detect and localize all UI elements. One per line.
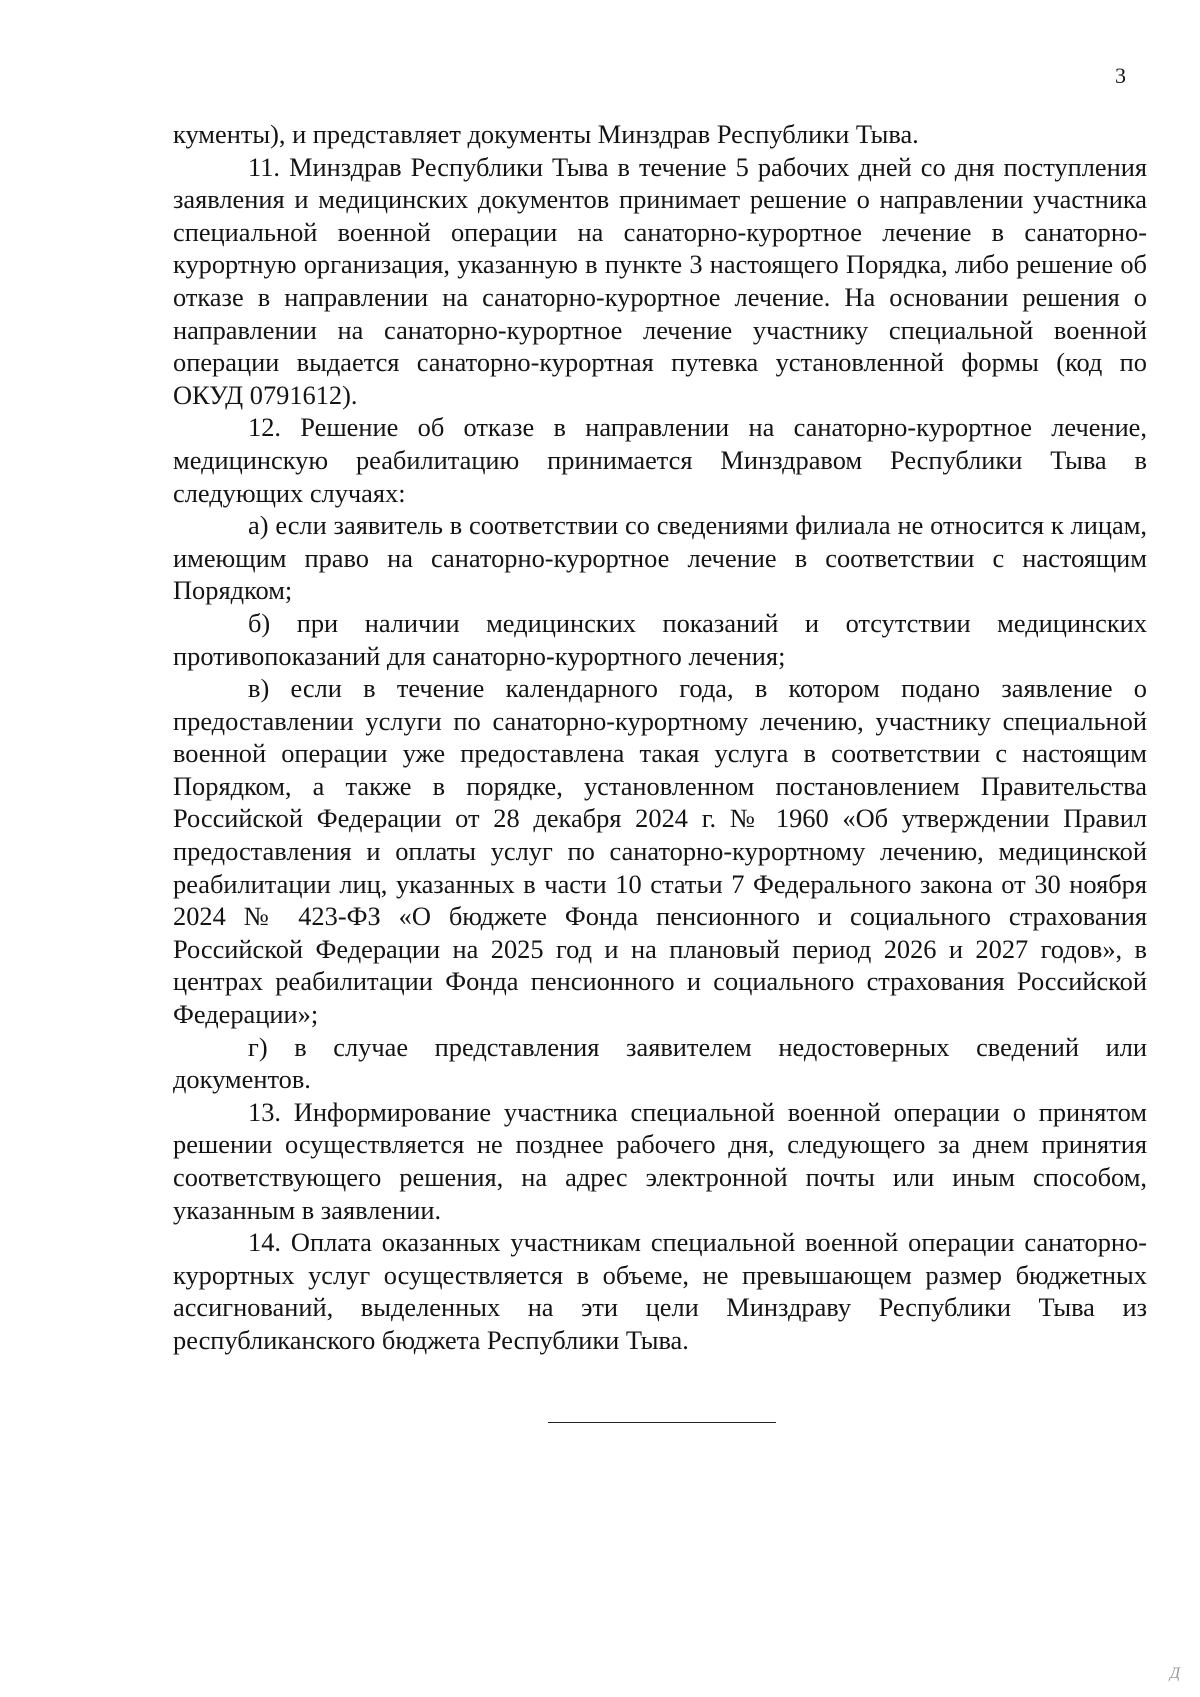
paragraph-continuation: кументы), и представляет документы Минздрав Республики Тыва.	[173, 119, 919, 149]
paragraph-12: 12. Решение об отказе в направлении на санаторно-курортное лечение, медицинскую реабилитацию принимается Минздравом Республики Тыва в следующих случаях:	[173, 412, 1147, 508]
page-number: 3	[1115, 63, 1126, 88]
paragraph-12-b: б) при наличии медицинских показаний и отсутствии медицинских противопоказаний для санаторно-курортного лечения;	[173, 607, 1147, 671]
paragraph-12-g: г) в случае представления заявителем недостоверных сведений или документов.	[173, 1031, 1147, 1095]
corner-mark: Д	[1169, 1665, 1180, 1682]
paragraph-13: 13. Информирование участника специальной военной операции о принятом решении осуществляется не позднее рабочего дня, следующего за днем принятия соответствующего решения, на адрес электронной почты или иным способом, указанным в заявлении.	[173, 1096, 1147, 1225]
end-separator-line	[548, 1422, 776, 1423]
paragraph-12-v: в) если в течение календарного года, в котором подано заявление о предоставлении услуги по санаторно-курортному лечению, участнику специальной военной операции уже предоставлена такая услуга в соответствии с настоящим Порядком, а также в порядке, установленном постановлением Правительства Российской Федерации от 28 декабря 2024 г. № 1960 «Об утверждении Правил предоставления и оплаты услуг по санаторно-курортному лечению, медицинской реабилитации лиц, указанных в части 10 статьи 7 Федерального закона от 30 ноября 2024 № 423-ФЗ «О бюджете Фонда пенсионного и социального страхования Российской Федерации на 2025 год и на плановый период 2026 и 2027 годов», в центрах реабилитации Фонда пенсионного и социального страхования Российской Федерации»;	[173, 673, 1147, 1030]
paragraph-14: 14. Оплата оказанных участникам специальной военной операции санаторно-курортных услуг осуществляется в объеме, не превышающем размер бюджетных ассигнований, выделенных на эти цели Минздраву Республики Тыва из республиканского бюджета Республики Тыва.	[173, 1227, 1147, 1355]
document-body	[173, 118, 1147, 1357]
paragraph-12-a: а) если заявитель в соответствии со сведениями филиала не относится к лицам, имеющим право на санаторно-курортное лечение в соответствии с настоящим Порядком;	[173, 510, 1147, 606]
paragraph-11: 11. Минздрав Республики Тыва в течение 5 рабочих дней со дня поступления заявления и медицинских документов принимает решение о направлении участника специальной военной операции на санаторно-курортное лечение в санаторно-курортную организация, указанную в пункте 3 настоящего Порядка, либо решение об отказе в направлении на санаторно-курортное лечение. На основании решения о направлении на санаторно-курортное лечение участнику специальной военной операции выдается санаторно-курортная путевка установленной формы (код по ОКУД 0791612).	[173, 151, 1147, 410]
